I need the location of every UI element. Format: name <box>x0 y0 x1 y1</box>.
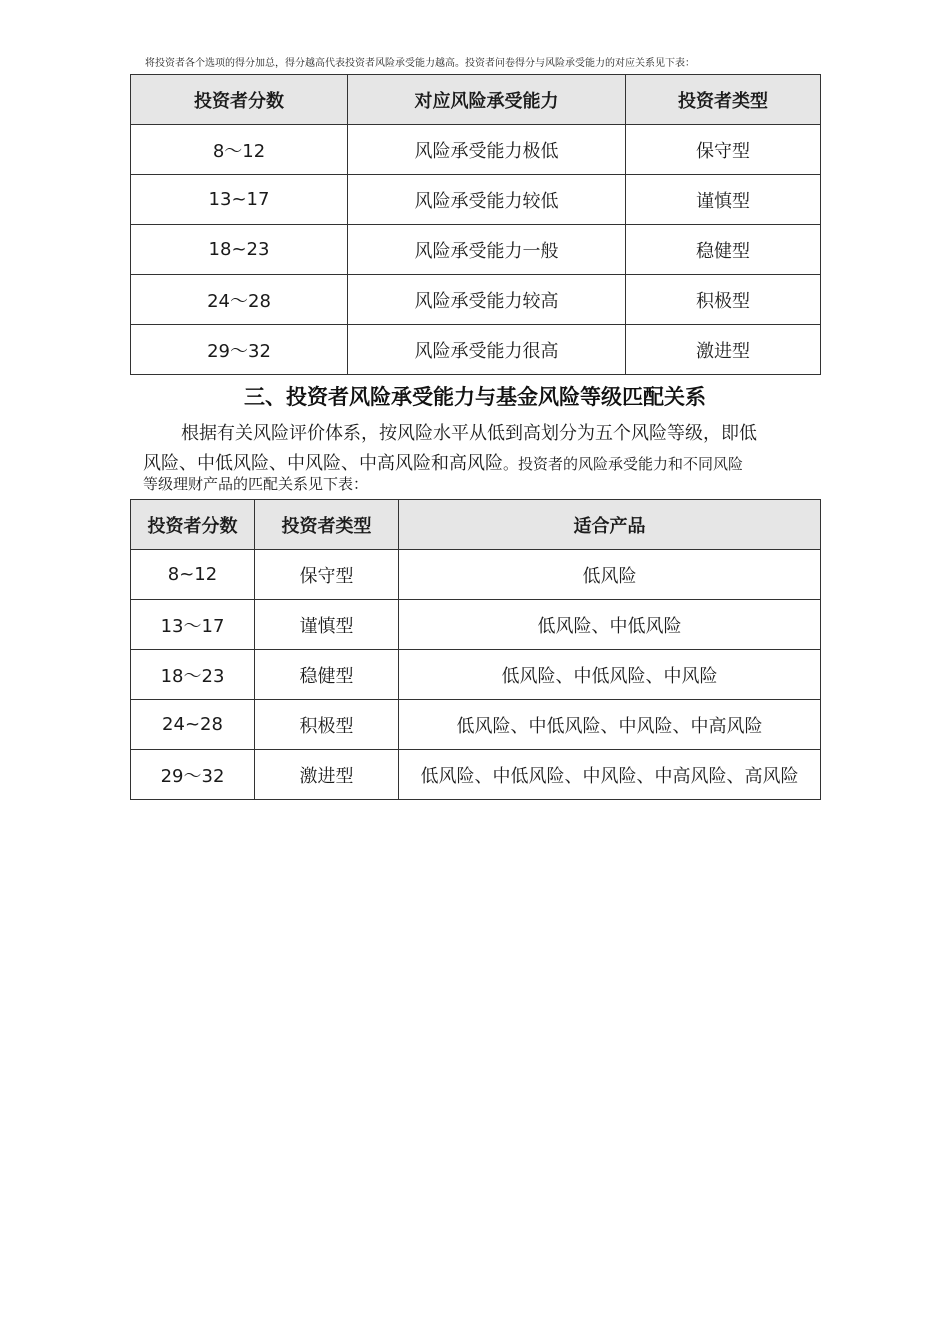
column-header: 投资者类型 <box>255 500 399 550</box>
type-cell: 保守型 <box>626 125 821 175</box>
type-product-table <box>130 499 821 800</box>
type-cell: 保守型 <box>255 550 399 600</box>
table-row <box>131 325 821 375</box>
section-title: 三、投资者风险承受能力与基金风险等级匹配关系 <box>244 385 706 409</box>
score-capacity-table <box>130 74 821 375</box>
table-row <box>131 650 821 700</box>
score-cell: 24～28 <box>131 275 348 325</box>
capacity-cell: 风险承受能力一般 <box>348 225 626 275</box>
capacity-cell: 风险承受能力极低 <box>348 125 626 175</box>
product-cell: 低风险、中低风险、中风险、中高风险、高风险 <box>399 750 821 800</box>
type-cell: 积极型 <box>626 275 821 325</box>
capacity-cell: 风险承受能力很高 <box>348 325 626 375</box>
score-cell: 13~17 <box>131 175 348 225</box>
table-row <box>131 225 821 275</box>
product-cell: 低风险、中低风险、中风险 <box>399 650 821 700</box>
capacity-cell: 风险承受能力较低 <box>348 175 626 225</box>
intro-text: 将投资者各个选项的得分加总，得分越高代表投资者风险承受能力越高。投资者问卷得分与风险承受能力的对应关系见下表： <box>145 58 695 69</box>
type-cell: 稳健型 <box>626 225 821 275</box>
product-cell: 低风险、中低风险、中风险、中高风险 <box>399 700 821 750</box>
column-header: 适合产品 <box>399 500 821 550</box>
risk-levels-text: 风险、中低风险、中风险、中高风险和高风险 <box>143 453 503 474</box>
score-cell: 8～12 <box>131 125 348 175</box>
paragraph-continuation: 。投资者的风险承受能力和不同风险 <box>503 455 744 473</box>
score-cell: 8~12 <box>131 550 255 600</box>
table-row <box>131 275 821 325</box>
type-cell: 激进型 <box>626 325 821 375</box>
table-row <box>131 175 821 225</box>
type-cell: 谨慎型 <box>626 175 821 225</box>
paragraph-line: 等级理财产品的匹配关系见下表： <box>143 475 369 493</box>
score-cell: 29～32 <box>131 325 348 375</box>
table-row <box>131 700 821 750</box>
table-header-row <box>131 75 821 125</box>
column-header: 投资者分数 <box>131 75 348 125</box>
table-row <box>131 750 821 800</box>
table-header-row <box>131 500 821 550</box>
product-cell: 低风险、中低风险 <box>399 600 821 650</box>
type-cell: 稳健型 <box>255 650 399 700</box>
column-header: 投资者类型 <box>626 75 821 125</box>
type-cell: 谨慎型 <box>255 600 399 650</box>
table-row <box>131 600 821 650</box>
score-cell: 29～32 <box>131 750 255 800</box>
paragraph-line: 根据有关风险评价体系，按风险水平从低到高划分为五个风险等级，即低 <box>181 423 757 444</box>
type-cell: 激进型 <box>255 750 399 800</box>
column-header: 对应风险承受能力 <box>348 75 626 125</box>
column-header: 投资者分数 <box>131 500 255 550</box>
score-cell: 24~28 <box>131 700 255 750</box>
type-cell: 积极型 <box>255 700 399 750</box>
score-cell: 18～23 <box>131 650 255 700</box>
capacity-cell: 风险承受能力较高 <box>348 275 626 325</box>
body-paragraph <box>143 419 813 493</box>
table-row <box>131 550 821 600</box>
table-row <box>131 125 821 175</box>
score-cell: 13～17 <box>131 600 255 650</box>
score-cell: 18~23 <box>131 225 348 275</box>
product-cell: 低风险 <box>399 550 821 600</box>
